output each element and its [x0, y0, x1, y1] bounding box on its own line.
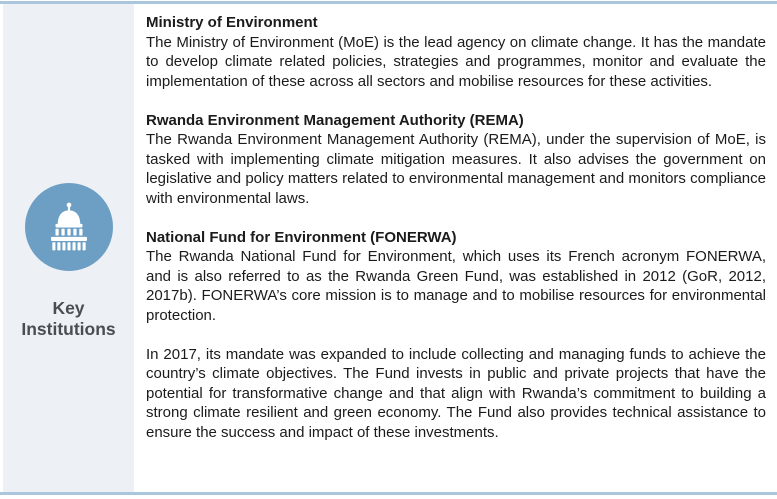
- bottom-accent-line: [0, 492, 777, 495]
- sidebar: [3, 4, 134, 493]
- sidebar-label-line1: Key: [52, 297, 85, 318]
- section-paragraph: The Ministry of Environment (MoE) is the lead agency on climate change. It has the mandate to develop climate related policies, strategies and programmes, monitor and evaluate the implementation of these across all sectors and mobilise resources for these activities.: [146, 33, 766, 90]
- section-paragraph: In 2017, its mandate was expanded to include collecting and managing funds to achieve the country’s climate objectives. The Fund invests in public and private projects that have the potential for transformative change and that align with Rwanda’s commitment to building a strong climate resilient and green economy. The Fund also provides technical assistance to ensure the success and impact of these investments.: [146, 345, 766, 441]
- section-paragraph: The Rwanda National Fund for Environment, which uses its French acronym FONERWA, and is also referred to as the Rwanda Green Fund, was established in 2012 (GoR, 2012, 2017b). FONERWA’s core mission is to manage and to mobilise resources for environmental protection.: [146, 248, 766, 324]
- institution-icon-circle: [25, 183, 113, 271]
- section-ministry-of-environment: [146, 13, 766, 91]
- section-fonerwa: [146, 228, 766, 443]
- sidebar-label: [3, 298, 134, 340]
- capitol-building-icon: [42, 200, 96, 254]
- section-rema: [146, 111, 766, 209]
- sidebar-label-line2: Institutions: [21, 318, 116, 339]
- content-column: [146, 13, 766, 442]
- section-heading: National Fund for Environment (FONERWA): [146, 228, 457, 246]
- section-paragraph: The Rwanda Environment Management Authority (REMA), under the supervision of MoE, is tasked with implementing climate mitigation measures. It also advises the government on legislative and policy matters related to environmental management and monitors compliance with environmental laws.: [146, 131, 766, 207]
- section-heading: Ministry of Environment: [146, 14, 318, 31]
- section-heading: Rwanda Environment Management Authority (REMA): [146, 111, 524, 129]
